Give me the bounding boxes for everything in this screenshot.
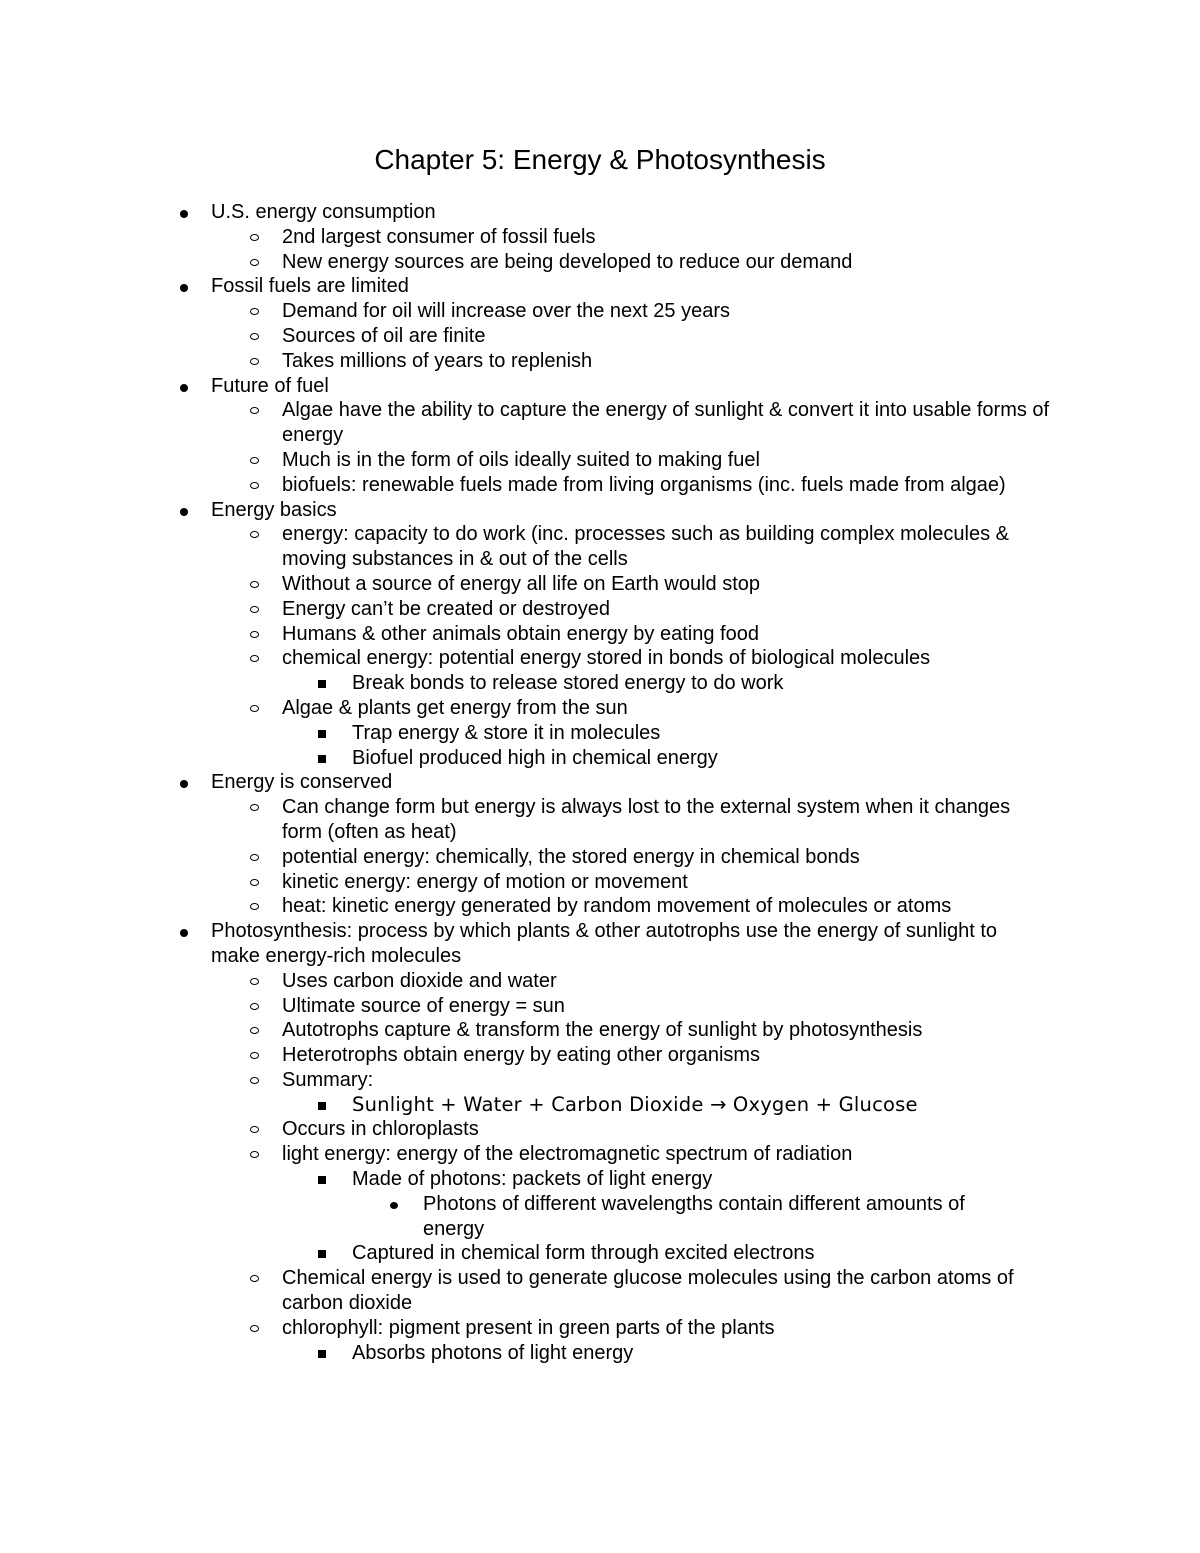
outline-item-text: U.S. energy consumption [211, 201, 436, 223]
square-bullet-icon [318, 1102, 326, 1110]
outline-item-text: heat: kinetic energy generated by random movement of molecules or atoms [282, 895, 952, 918]
outline-item-level-3 [0, 721, 1052, 746]
outline-item-level-2 [0, 597, 1052, 622]
outline-item-level-1 [0, 919, 1041, 969]
outline-item-level-2 [0, 299, 1052, 324]
outline-item-text: New energy sources are being developed to reduce our demand [282, 250, 853, 273]
filled-circle-bullet-icon [180, 508, 188, 516]
outline-item-level-3 [0, 1093, 1052, 1118]
square-bullet-icon [318, 680, 326, 688]
outline-item-level-2 [0, 1266, 1052, 1316]
outline-item-level-2 [0, 1018, 1052, 1043]
hollow-circle-bullet-icon [250, 1003, 259, 1010]
hollow-circle-bullet-icon [250, 1325, 259, 1332]
outline-item-level-1 [0, 274, 1041, 299]
hollow-circle-bullet-icon [250, 1126, 259, 1133]
outline-item-level-1 [0, 200, 1041, 225]
hollow-circle-bullet-icon [250, 705, 259, 712]
outline-item-level-3 [0, 1241, 1052, 1266]
hollow-circle-bullet-icon [250, 581, 259, 588]
filled-circle-bullet-icon [180, 384, 188, 392]
square-bullet-icon [318, 755, 326, 763]
outline-item-text: Demand for oil will increase over the next 25 years [282, 300, 730, 323]
outline-item-text: Ultimate source of energy = sun [282, 994, 565, 1017]
outline-item-text: Future of fuel [211, 374, 329, 397]
outline-item-level-3 [0, 746, 1052, 771]
outline-item-text: Absorbs photons of light energy [352, 1341, 634, 1364]
outline-item-level-2 [0, 696, 1052, 721]
outline-item-text: Occurs in chloroplasts [282, 1118, 479, 1141]
hollow-circle-bullet-icon [250, 1027, 259, 1034]
outline-item-text: Much is in the form of oils ideally suited to making fuel [282, 448, 760, 471]
hollow-circle-bullet-icon [250, 804, 259, 811]
outline-item-level-2 [0, 225, 1052, 250]
outline-item-text: Uses carbon dioxide and water [282, 969, 557, 992]
outline-item-level-1 [0, 770, 1041, 795]
filled-circle-bullet-icon [180, 780, 188, 788]
outline-item-level-2 [0, 250, 1052, 275]
hollow-circle-bullet-icon [250, 259, 259, 266]
hollow-circle-bullet-icon [250, 879, 259, 886]
hollow-circle-bullet-icon [250, 308, 259, 315]
outline-item-level-2 [0, 398, 1052, 448]
hollow-circle-bullet-icon [250, 234, 259, 241]
hollow-circle-bullet-icon [250, 333, 259, 340]
outline-item-level-2 [0, 1043, 1052, 1068]
outline-item-level-2 [0, 646, 1052, 671]
outline-item-level-2 [0, 473, 1052, 498]
outline-item-text: Summary: [282, 1068, 374, 1091]
outline-item-level-2 [0, 522, 1052, 572]
hollow-circle-bullet-icon [250, 655, 259, 662]
notes-outline [0, 200, 1200, 1365]
outline-item-text: Photosynthesis: process by which plants & other autotrophs use the energy of sunlight to make energy-rich molecules [211, 920, 998, 967]
outline-item-level-2 [0, 1142, 1052, 1167]
filled-circle-bullet-icon [180, 284, 188, 292]
outline-item-text: potential energy: chemically, the stored energy in chemical bonds [282, 845, 860, 868]
outline-item-level-2 [0, 349, 1052, 374]
hollow-circle-bullet-icon [250, 903, 259, 910]
outline-item-level-2 [0, 894, 1052, 919]
outline-item-level-2 [0, 994, 1052, 1019]
outline-item-text: Takes millions of years to replenish [282, 349, 593, 372]
outline-item-text: chemical energy: potential energy stored in bonds of biological molecules [282, 647, 931, 670]
outline-item-text: Made of photons: packets of light energy [352, 1168, 713, 1191]
outline-item-level-3 [0, 1341, 1052, 1366]
hollow-circle-bullet-icon [250, 1275, 259, 1282]
outline-item-text: kinetic energy: energy of motion or movement [282, 870, 688, 893]
filled-circle-bullet-icon [180, 210, 188, 218]
hollow-circle-bullet-icon [250, 407, 259, 414]
outline-item-level-2 [0, 845, 1052, 870]
outline-item-text: Algae & plants get energy from the sun [282, 696, 628, 719]
outline-item-level-3 [0, 671, 1052, 696]
outline-item-level-2 [0, 870, 1052, 895]
outline-item-level-2 [0, 1068, 1052, 1093]
outline-item-level-3 [0, 1167, 1052, 1192]
filled-circle-bullet-icon [180, 929, 188, 937]
square-bullet-icon [318, 1176, 326, 1184]
outline-item-text: Chemical energy is used to generate glucose molecules using the carbon atoms of carbon dioxide [282, 1267, 1014, 1315]
outline-item-text: Heterotrophs obtain energy by eating other organisms [282, 1044, 761, 1067]
hollow-circle-bullet-icon [250, 978, 259, 985]
outline-item-text: Autotrophs capture & transform the energy of sunlight by photosynthesis [282, 1019, 923, 1042]
outline-item-level-2 [0, 448, 1052, 473]
page-title: Chapter 5: Energy & Photosynthesis [374, 144, 826, 175]
outline-item-text: Sources of oil are finite [282, 324, 486, 347]
outline-item-text: 2nd largest consumer of fossil fuels [282, 225, 596, 248]
hollow-circle-bullet-icon [250, 482, 259, 489]
outline-item-text: Can change form but energy is always lost to the external system when it changes form (often as heat) [282, 796, 1011, 843]
outline-item-text: Sunlight + Water + Carbon Dioxide → Oxygen + Glucose [352, 1092, 918, 1116]
outline-item-level-2 [0, 795, 1052, 845]
hollow-circle-bullet-icon [250, 854, 259, 861]
square-bullet-icon [318, 1250, 326, 1258]
outline-item-text: Fossil fuels are limited [211, 275, 409, 298]
hollow-circle-bullet-icon [250, 457, 259, 464]
outline-item-text: biofuels: renewable fuels made from living organisms (inc. fuels made from algae) [282, 473, 1006, 496]
outline-item-text: light energy: energy of the electromagnetic spectrum of radiation [282, 1143, 853, 1166]
outline-item-level-4 [0, 1192, 1023, 1242]
filled-circle-bullet-icon [390, 1202, 398, 1209]
square-bullet-icon [318, 1350, 326, 1358]
outline-item-text: Trap energy & store it in molecules [352, 721, 661, 744]
outline-item-text: Photons of different wavelengths contain different amounts of energy [423, 1192, 965, 1240]
outline-item-text: Algae have the ability to capture the energy of sunlight & convert it into usable forms of energy [282, 399, 1050, 447]
outline-item-text: Energy basics [211, 498, 337, 521]
outline-item-level-2 [0, 572, 1052, 597]
outline-item-text: Humans & other animals obtain energy by eating food [282, 622, 759, 645]
hollow-circle-bullet-icon [250, 606, 259, 613]
outline-item-level-2 [0, 1117, 1052, 1142]
outline-item-level-2 [0, 324, 1052, 349]
hollow-circle-bullet-icon [250, 631, 259, 638]
outline-item-level-2 [0, 622, 1052, 647]
outline-item-level-1 [0, 498, 1041, 523]
hollow-circle-bullet-icon [250, 1052, 259, 1059]
outline-item-text: Energy is conserved [211, 771, 393, 794]
square-bullet-icon [318, 730, 326, 738]
hollow-circle-bullet-icon [250, 358, 259, 365]
outline-item-level-2 [0, 969, 1052, 994]
hollow-circle-bullet-icon [250, 1077, 259, 1084]
hollow-circle-bullet-icon [250, 1151, 259, 1158]
outline-item-text: Without a source of energy all life on Earth would stop [282, 572, 761, 595]
outline-item-text: Energy can’t be created or destroyed [282, 597, 610, 620]
outline-item-text: Biofuel produced high in chemical energy [352, 746, 718, 769]
outline-item-level-2 [0, 1316, 1052, 1341]
outline-item-text: Break bonds to release stored energy to do work [352, 672, 784, 695]
outline-item-level-1 [0, 374, 1041, 399]
hollow-circle-bullet-icon [250, 531, 259, 538]
outline-item-text: chlorophyll: pigment present in green parts of the plants [282, 1316, 775, 1339]
outline-item-text: energy: capacity to do work (inc. processes such as building complex molecules & moving substances in & out of the cells [282, 523, 1010, 571]
outline-item-text: Captured in chemical form through excited electrons [352, 1242, 815, 1265]
